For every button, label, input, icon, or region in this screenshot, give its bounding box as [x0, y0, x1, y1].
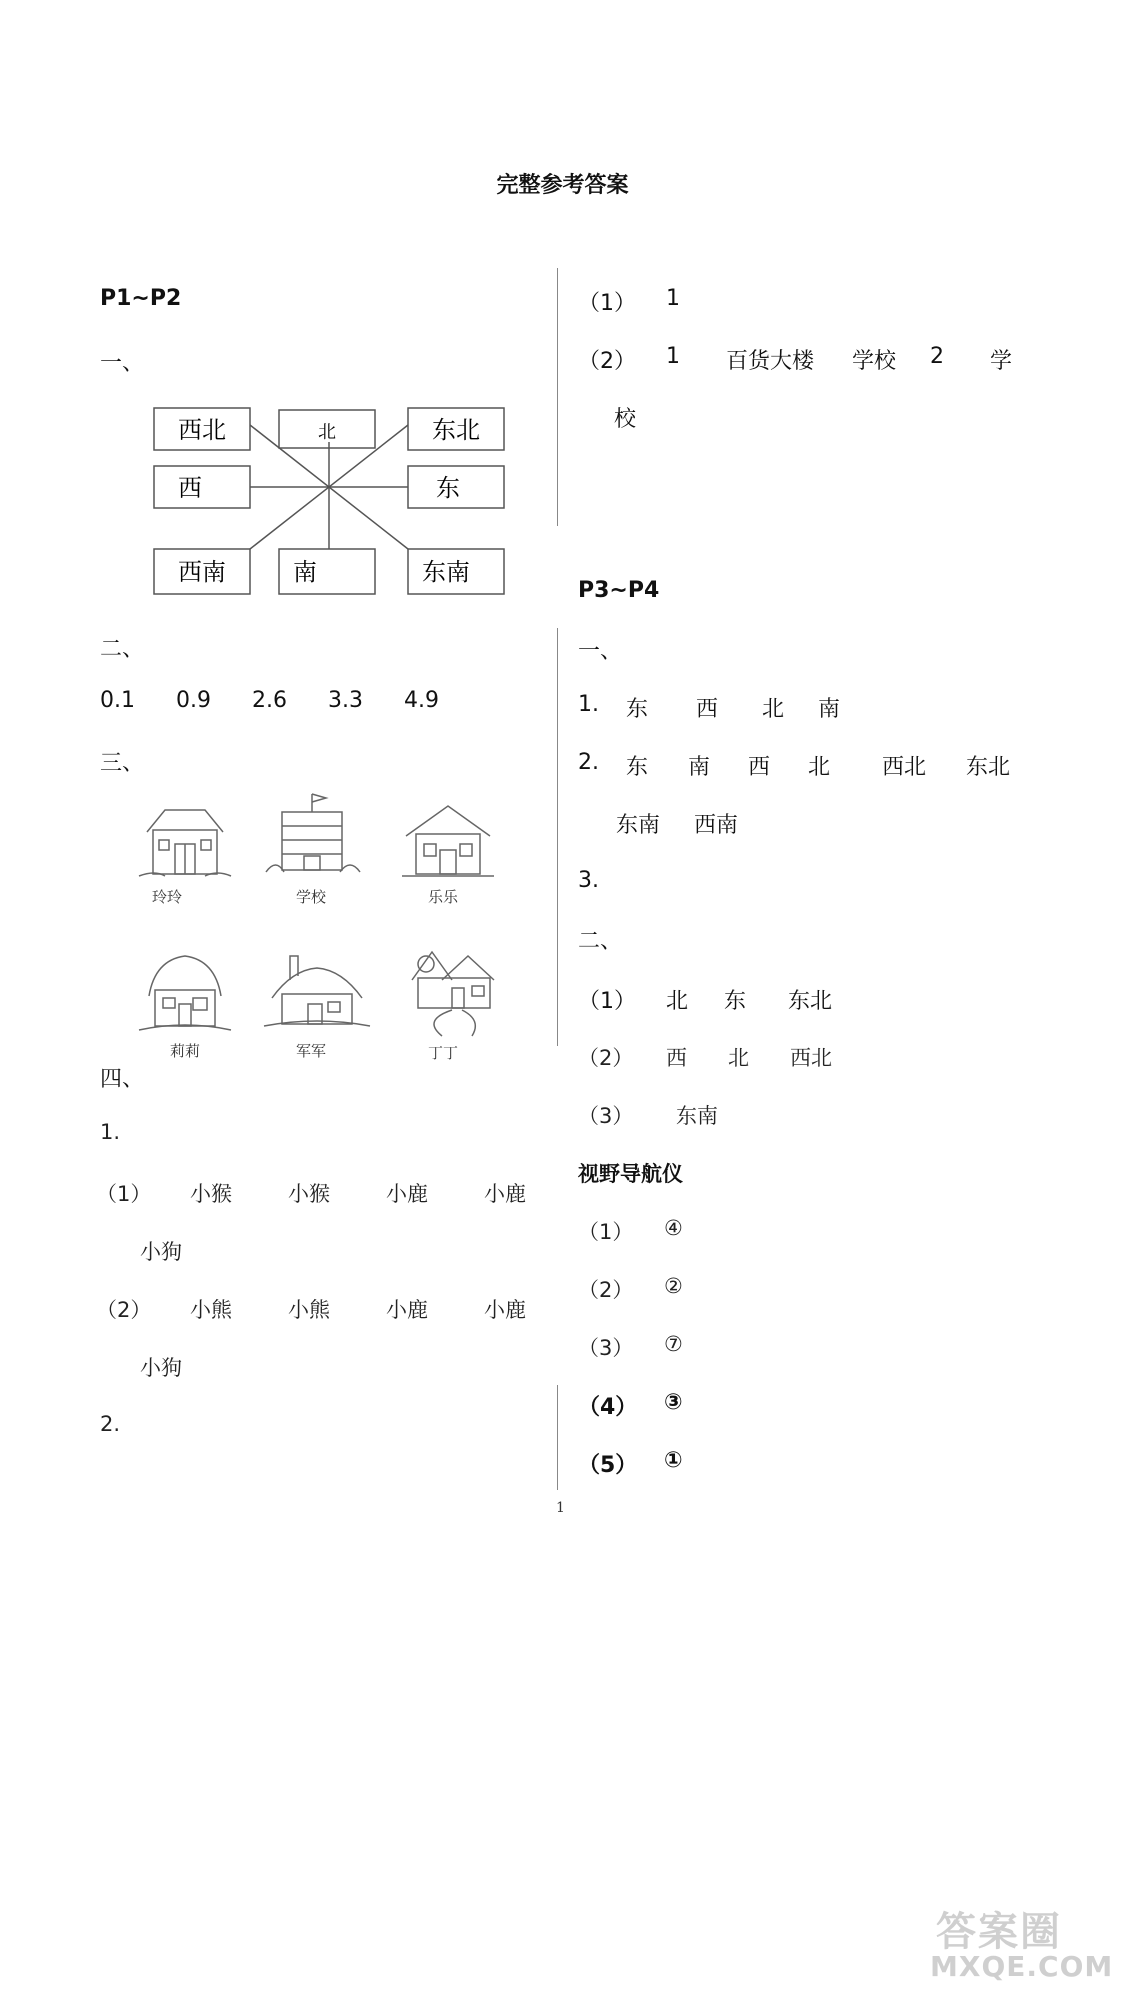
- school-image: [262, 790, 362, 882]
- nav-row-3-answer: ⑦: [664, 1332, 683, 1356]
- house-lele-image: [398, 798, 498, 882]
- page-title: 完整参考答案: [496, 173, 629, 198]
- watermark-logo-text: 答案圈: [936, 1909, 1062, 1955]
- q4-row2-wrap: 小狗: [140, 1356, 182, 1380]
- nav-row-1-answer: ④: [664, 1216, 683, 1240]
- s2-q2-r2-number: （2）: [578, 1046, 634, 1070]
- q4-row1-item-3: 小鹿: [386, 1182, 428, 1206]
- s2-q2-r3-item-1: 东南: [676, 1104, 718, 1128]
- q4-row1-item-2: 小猴: [288, 1182, 330, 1206]
- q4-row1-item-1: 小猴: [190, 1182, 232, 1206]
- compass-southwest: 西南: [178, 558, 226, 586]
- watermark-url: MXQE.COM: [930, 1950, 1114, 1983]
- right-top-r2-item-3: 学校: [852, 349, 897, 374]
- right-top-r2-item-2: 百货大楼: [726, 349, 815, 374]
- s2-q1-l1-item-3: 北: [762, 697, 785, 722]
- s2-q1-l1-item-1: 东: [626, 697, 649, 722]
- q2-value-1: 0.1: [100, 688, 135, 713]
- compass-southeast: 东南: [422, 558, 470, 586]
- nav-row-4-answer: ③: [664, 1390, 683, 1415]
- nav-row-1-number: （1）: [578, 1220, 634, 1244]
- s2-q1-l1-item-2: 西: [696, 697, 719, 722]
- q4-row2-item-2: 小熊: [288, 1298, 330, 1322]
- s2-q1-l2-item-4: 北: [808, 755, 831, 780]
- q2-value-4: 3.3: [328, 688, 363, 713]
- house-label-school: 学校: [296, 888, 327, 906]
- house-lingling-image: [135, 800, 235, 882]
- nav-row-2-number: （2）: [578, 1278, 634, 1302]
- right-top-r2-item-1: 1: [666, 344, 680, 369]
- s2-q2-r1-item-2: 东: [724, 989, 747, 1014]
- s2-q1-l2-item-5: 西北: [882, 755, 927, 780]
- s2-q2-r3-number: （3）: [578, 1104, 634, 1128]
- q4-sub2-label: 2.: [100, 1412, 121, 1436]
- q4-row1-number: （1）: [96, 1182, 152, 1206]
- nav-row-2-answer: ②: [664, 1274, 683, 1298]
- s2-q1-l2-item-3: 西: [748, 755, 771, 780]
- nav-row-5-answer: ①: [664, 1448, 683, 1473]
- q4-row2-item-3: 小鹿: [386, 1298, 428, 1322]
- s2-q2-r2-item-1: 西: [666, 1046, 687, 1070]
- nav-row-4-number: （4）: [578, 1395, 638, 1420]
- right-top-r1-item-1: 1: [666, 286, 680, 311]
- s2-q1-l2-number: 2.: [578, 750, 599, 775]
- compass-south: 南: [293, 558, 317, 586]
- q4-row2-number: （2）: [96, 1298, 152, 1322]
- q2-label: 二、: [100, 637, 145, 662]
- q3-label: 三、: [100, 751, 145, 776]
- column-divider-bottom: [557, 1385, 558, 1490]
- house-label-junjun: 军军: [296, 1042, 327, 1060]
- q4-row2-item-1: 小熊: [190, 1298, 232, 1322]
- compass-northeast: 东北: [432, 416, 480, 444]
- compass-north: 北: [318, 422, 336, 443]
- q4-row2-item-4: 小鹿: [484, 1298, 526, 1322]
- house-label-lele: 乐乐: [428, 888, 459, 906]
- s2-q2-label: 二、: [578, 929, 623, 954]
- q4-row1-item-4: 小鹿: [484, 1182, 526, 1206]
- q4-row1-wrap: 小狗: [140, 1240, 182, 1264]
- nav-heading: 视野导航仪: [578, 1162, 683, 1186]
- s2-q2-r1-item-1: 北: [666, 989, 689, 1014]
- house-label-lili: 莉莉: [170, 1042, 201, 1060]
- q4-label: 四、: [100, 1067, 145, 1092]
- s2-q1-l3-number: 3.: [578, 868, 599, 893]
- compass-east: 东: [436, 474, 460, 502]
- q2-value-2: 0.9: [176, 688, 211, 713]
- s2-q2-r1-number: （1）: [578, 989, 636, 1014]
- house-dingding-image: [402, 940, 502, 1038]
- q2-value-3: 2.6: [252, 688, 287, 713]
- s2-q1-l1-item-4: 南: [818, 697, 841, 722]
- compass-northwest: 西北: [178, 416, 226, 444]
- s2-q1-l2-item-1: 东: [626, 755, 649, 780]
- s2-q1-l1-number: 1.: [578, 692, 599, 717]
- right-top-r2-item-5: 学: [990, 349, 1013, 374]
- right-top-r2-wrap: 校: [614, 407, 637, 432]
- q1-label: 一、: [100, 351, 145, 376]
- s2-q2-r1-item-3: 东北: [788, 989, 833, 1014]
- compass-diagram: [150, 400, 506, 606]
- s2-q1-l2-item-6: 东北: [966, 755, 1011, 780]
- q4-sub1-label: 1.: [100, 1120, 121, 1144]
- page-number: 1: [556, 1500, 565, 1516]
- nav-row-5-number: （5）: [578, 1453, 638, 1478]
- right-top-r2-number: （2）: [578, 349, 636, 374]
- s2-q1-l2-wrap-1: 东南: [616, 813, 661, 838]
- house-label-lingling: 玲玲: [152, 888, 183, 906]
- compass-west: 西: [178, 474, 202, 502]
- right-top-r1-number: （1）: [578, 291, 636, 316]
- house-junjun-image: [262, 946, 372, 1038]
- right-top-r2-item-4: 2: [930, 344, 944, 369]
- s2-q2-r2-item-3: 西北: [790, 1046, 832, 1070]
- s2-q1-label: 一、: [578, 639, 623, 664]
- section-heading-p1-p2: P1~P2: [100, 286, 182, 311]
- s2-q2-r2-item-2: 北: [728, 1046, 749, 1070]
- column-divider-top: [557, 268, 558, 526]
- column-divider-middle: [557, 628, 558, 1046]
- house-lili-image: [135, 946, 235, 1038]
- house-label-dingding: 丁丁: [428, 1044, 459, 1062]
- s2-q1-l2-item-2: 南: [688, 755, 711, 780]
- nav-row-3-number: （3）: [578, 1336, 634, 1360]
- s2-q1-l2-wrap-2: 西南: [694, 813, 739, 838]
- q2-value-5: 4.9: [404, 688, 439, 713]
- section-heading-p3-p4: P3~P4: [578, 578, 660, 603]
